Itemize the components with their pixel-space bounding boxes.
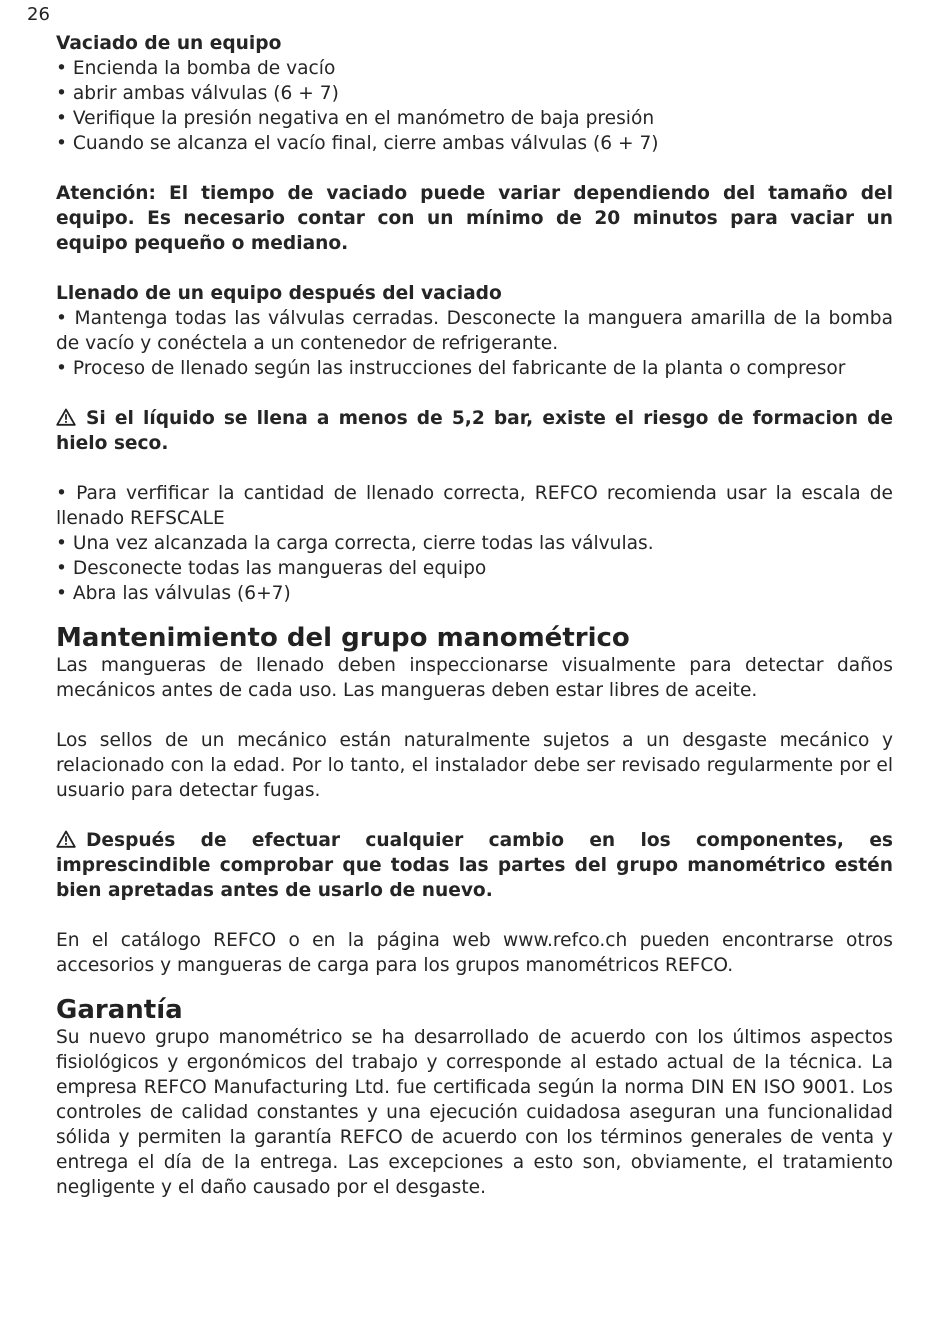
paragraph: En el catálogo REFCO o en la página web www.refco.ch pueden encontrarse otros accesorios y mangueras de carga para los grupos manométricos REFCO.: [56, 930, 893, 976]
list-item: • Proceso de llenado según las instrucciones del fabricante de la planta o compresor: [56, 358, 846, 379]
paragraph: Los sellos de un mecánico están naturalmente sujetos a un desgaste mecánico y relacionado con la edad. Por lo tanto, el instalador debe ser revisado regularmente por el usuario para detectar fugas.: [56, 730, 893, 801]
warning-triangle-icon: [56, 830, 76, 848]
list-item: • Mantenga todas las válvulas cerradas. Desconecte la manguera amarilla de la bomba de vacío y conéctela a un contenedor de refrigerante.: [56, 308, 893, 354]
list-item: • Desconecte todas las mangueras del equipo: [56, 558, 487, 579]
attention-note: Atención: El tiempo de vaciado puede variar dependiendo del tamaño del equipo. Es necesario contar con un mínimo de 20 minutos para vaciar un equipo pequeño o mediano.: [56, 183, 893, 254]
section-heading-filling: Llenado de un equipo después del vaciado: [56, 283, 502, 304]
paragraph: Las mangueras de llenado deben inspeccionarse visualmente para detectar daños mecánicos antes de cada uso. Las mangueras deben estar libres de aceite.: [56, 655, 893, 701]
warranty-title: Garantía: [56, 995, 183, 1025]
list-item: • Encienda la bomba de vacío: [56, 58, 336, 79]
warning-note-dry-ice: [56, 406, 893, 456]
list-item: • Cuando se alcanza el vacío final, cierre ambas válvulas (6 + 7): [56, 133, 659, 154]
warning-triangle-icon: [56, 408, 76, 426]
paragraph: Su nuevo grupo manométrico se ha desarrollado de acuerdo con los últimos aspectos fisiológicos y ergonómicos del trabajo y corresponde al estado actual de la técnica. La empresa REFCO Manufacturing Ltd. fue certificada según la norma DIN EN ISO 9001. Los controles de calidad constantes y una ejecución cuidadosa aseguran una funcionalidad sólida y permiten la garantía REFCO de acuerdo con los términos generales de venta y entrega el día de la entrega. Las excepciones a esto son, obviamente, el tratamiento negligente y el daño causado por el desgaste.: [56, 1027, 893, 1198]
page-content: [56, 31, 893, 1200]
warning-text: Después de efectuar cualquier cambio en los componentes, es imprescindible comprobar que todas las partes del grupo manométrico estén bien apretadas antes de usarlo de nuevo.: [56, 830, 893, 901]
list-item: • Para verfificar la cantidad de llenado correcta, REFCO recomienda usar la escala de llenado REFSCALE: [56, 483, 893, 529]
list-item: • Verifique la presión negativa en el manómetro de baja presión: [56, 108, 655, 129]
list-item: • abrir ambas válvulas (6 + 7): [56, 83, 339, 104]
warning-note-tightness: [56, 828, 893, 903]
list-item: • Abra las válvulas (6+7): [56, 583, 291, 604]
list-item: • Una vez alcanzada la carga correcta, cierre todas las válvulas.: [56, 533, 654, 554]
warning-text: Si el líquido se llena a menos de 5,2 bar, existe el riesgo de formacion de hielo seco.: [56, 408, 893, 454]
maintenance-title: Mantenimiento del grupo manométrico: [56, 623, 630, 653]
page-number: 26: [27, 4, 50, 25]
section-heading-emptying: Vaciado de un equipo: [56, 33, 282, 54]
